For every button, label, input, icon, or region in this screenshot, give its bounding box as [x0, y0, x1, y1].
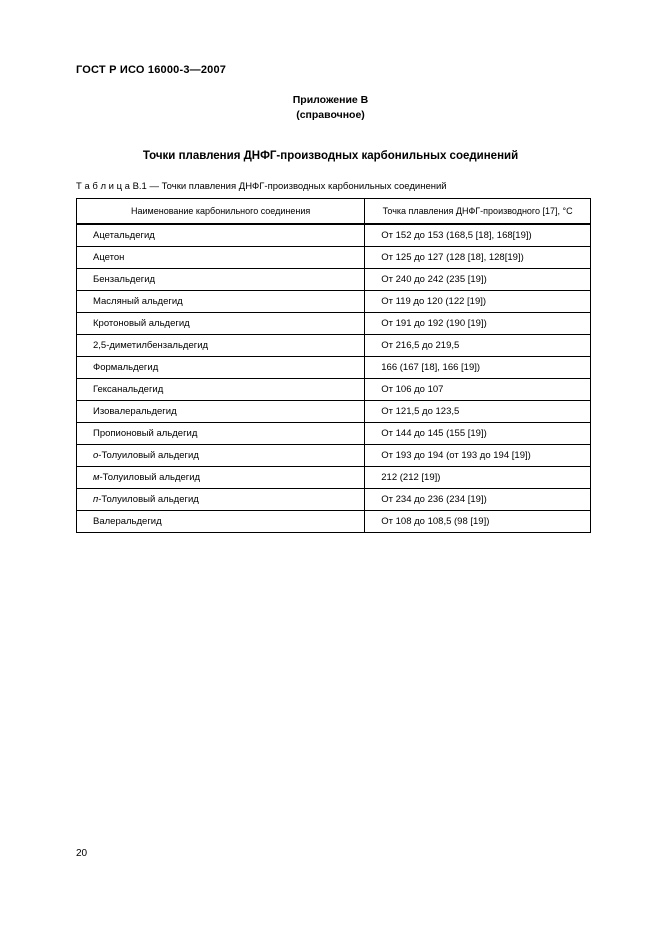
table-row — [77, 423, 591, 445]
melting-point-cell: От 191 до 192 (190 [19]) — [365, 313, 591, 335]
appendix-subtitle: (справочное) — [296, 108, 365, 121]
table-row — [77, 269, 591, 291]
melting-point-cell: От 240 до 242 (235 [19]) — [365, 269, 591, 291]
page-number: 20 — [76, 848, 88, 859]
table-body — [77, 224, 591, 533]
table-row — [77, 357, 591, 379]
compound-name-cell: Формальдегид — [77, 357, 365, 379]
compound-name-cell: о-Толуиловый альдегид — [77, 445, 365, 467]
melting-point-cell: От 106 до 107 — [365, 379, 591, 401]
melting-point-cell: От 125 до 127 (128 [18], 128[19]) — [365, 247, 591, 269]
document-code: ГОСТ Р ИСО 16000-3—2007 — [76, 64, 227, 76]
compound-name-cell: п-Толуиловый альдегид — [77, 489, 365, 511]
compound-name-cell: Изовалеральдегид — [77, 401, 365, 423]
compound-name-cell: Бензальдегид — [77, 269, 365, 291]
column-header-compound: Наименование карбонильного соединения — [77, 199, 365, 225]
appendix-title: Приложение В — [292, 94, 369, 106]
melting-point-cell: От 152 до 153 (168,5 [18], 168[19]) — [365, 224, 591, 247]
compound-name-cell: Кротоновый альдегид — [77, 313, 365, 335]
table-header — [77, 199, 591, 225]
melting-point-cell: От 216,5 до 219,5 — [365, 335, 591, 357]
melting-point-cell: От 119 до 120 (122 [19]) — [365, 291, 591, 313]
section-title: Точки плавления ДНФГ-производных карбонильных соединений — [142, 150, 519, 162]
melting-point-cell: От 108 до 108,5 (98 [19]) — [365, 511, 591, 533]
table-row — [77, 467, 591, 489]
table-row — [77, 401, 591, 423]
table-caption: Т а б л и ц а В.1 — Точки плавления ДНФГ-производных карбонильных соединений — [76, 181, 447, 192]
melting-point-cell: От 193 до 194 (от 193 до 194 [19]) — [365, 445, 591, 467]
table-row — [77, 511, 591, 533]
table-row — [77, 291, 591, 313]
table-row — [77, 379, 591, 401]
melting-point-cell: 166 (167 [18], 166 [19]) — [365, 357, 591, 379]
melting-point-cell: 212 (212 [19]) — [365, 467, 591, 489]
compound-name-cell: Масляный альдегид — [77, 291, 365, 313]
table-row — [77, 335, 591, 357]
table-row — [77, 445, 591, 467]
compound-name-cell: м-Толуиловый альдегид — [77, 467, 365, 489]
appendix-heading — [0, 93, 661, 122]
table-row — [77, 489, 591, 511]
melting-point-cell: От 121,5 до 123,5 — [365, 401, 591, 423]
compound-name-cell: Гексанальдегид — [77, 379, 365, 401]
compound-name-cell: Ацетальдегид — [77, 224, 365, 247]
compound-name-cell: Валеральдегид — [77, 511, 365, 533]
column-header-melting-point: Точка плавления ДНФГ-производного [17], °С — [365, 199, 591, 225]
table-row — [77, 224, 591, 247]
table-row — [77, 247, 591, 269]
table-row — [77, 313, 591, 335]
melting-point-cell: От 144 до 145 (155 [19]) — [365, 423, 591, 445]
compound-name-cell: 2,5-диметилбензальдегид — [77, 335, 365, 357]
compound-name-cell: Ацетон — [77, 247, 365, 269]
compound-name-cell: Пропионовый альдегид — [77, 423, 365, 445]
table-header-row — [77, 199, 591, 225]
melting-point-cell: От 234 до 236 (234 [19]) — [365, 489, 591, 511]
melting-points-table — [76, 198, 591, 533]
